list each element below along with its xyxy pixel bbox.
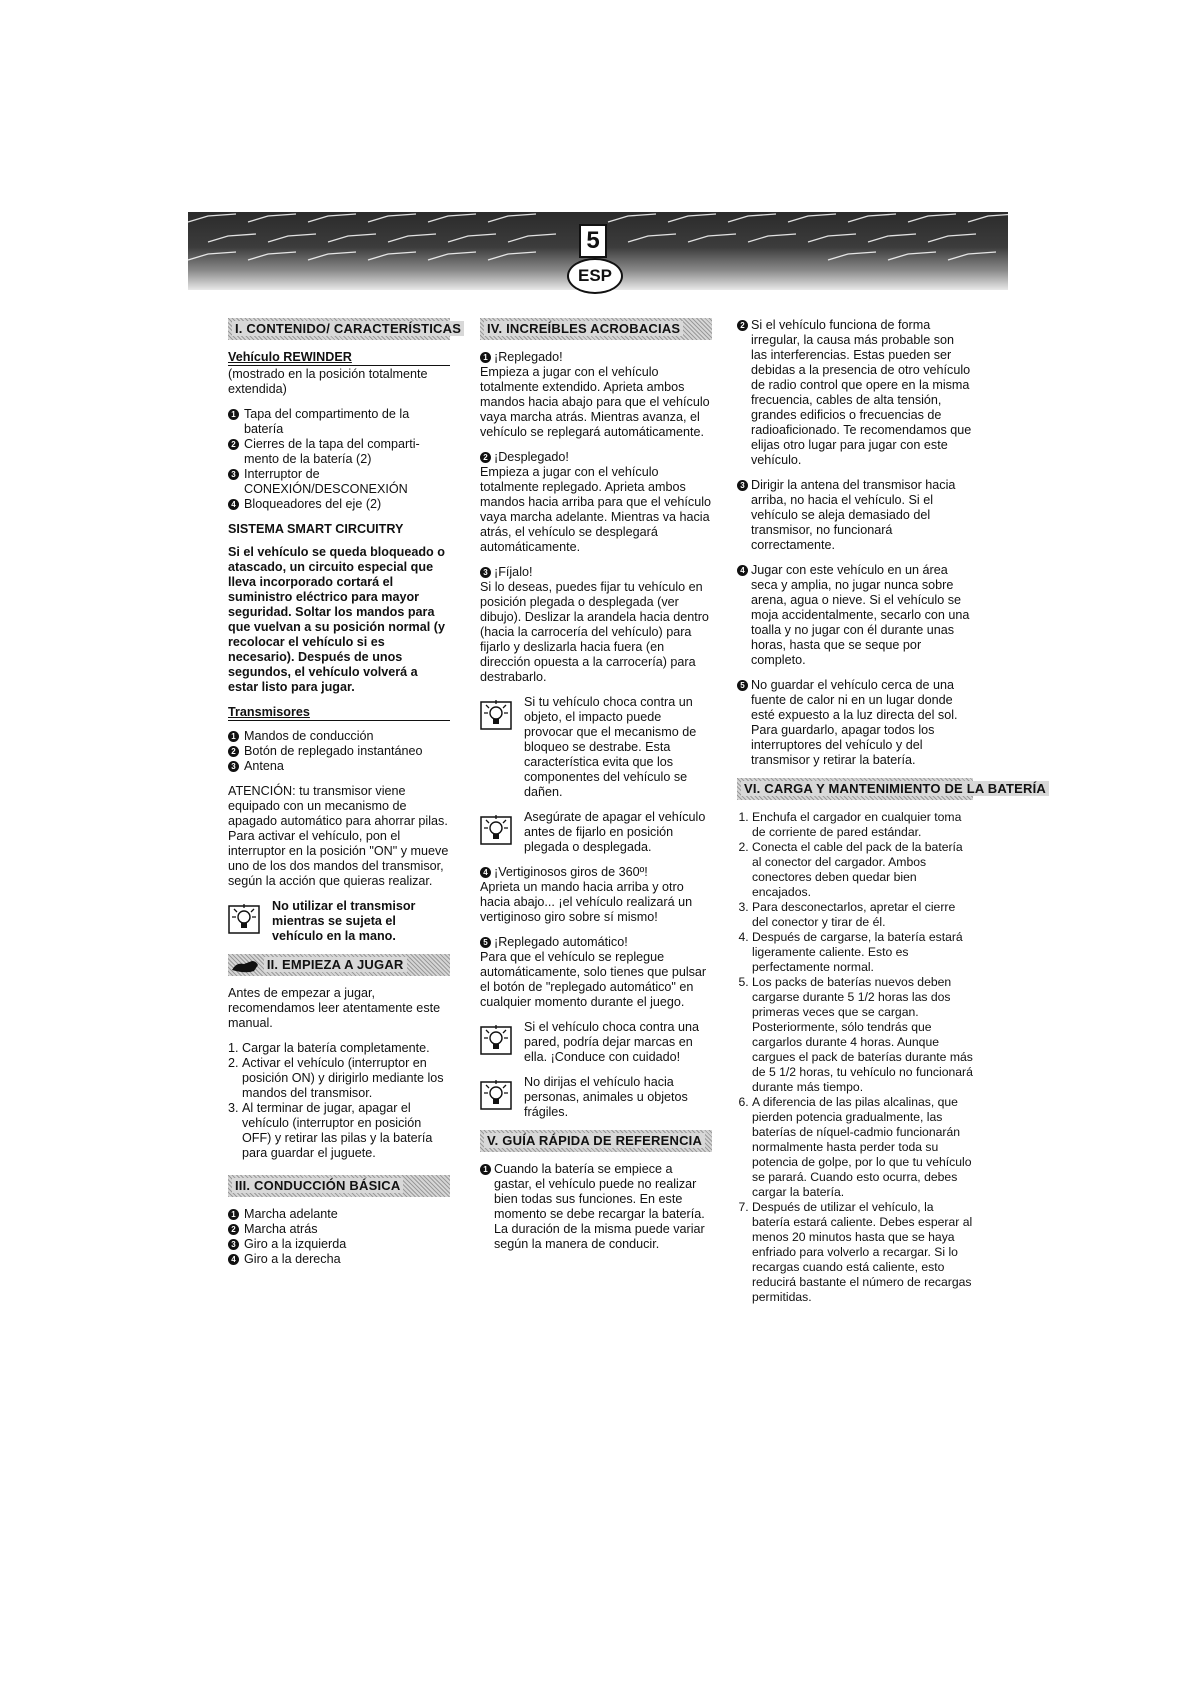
tip-text: Si el vehículo choca contra una pared, podría dejar marcas en ella. ¡Conduce con cuidado!: [524, 1020, 700, 1064]
stunt-text: Para que el vehículo se replegue automáticamente, solo tienes que pulsar el botón de "replegado automático" en cualquier momento durante el juego.: [480, 950, 707, 1009]
stunt-title: ¡Fíjalo!: [494, 565, 533, 579]
list-item: 2 Marcha atrás: [228, 1222, 450, 1237]
section-5-heading: V. GUÍA RÁPIDA DE REFERENCIA: [480, 1130, 712, 1152]
section-2-heading: II. EMPIEZA A JUGAR: [228, 954, 450, 976]
list-item: 1 Tapa del compartimento de la batería: [228, 407, 450, 437]
divider: [228, 720, 450, 721]
list-item: 2 Botón de replegado instantáneo: [228, 744, 450, 759]
vehicle-parts-list: [228, 407, 450, 512]
section-2-steps: [228, 1041, 450, 1161]
tip-text: No dirijas el vehículo hacia personas, animales u objetos frágiles.: [524, 1075, 688, 1119]
transmitter-parts-list: [228, 729, 450, 774]
list-item: 1 Mandos de conducción: [228, 729, 450, 744]
smart-circuitry-text: Si el vehículo se queda bloqueado o atascado, un circuito especial que lleva incorporado cortará el suministro eléctrico para mayor seguridad. Soltar los mandos para que vuelvan a su posición normal (y recolocar el vehículo si es necesario). Después de unos segundos, el vehículo volverá a estar listo para jugar.: [228, 545, 445, 694]
list-item: 1 Marcha adelante: [228, 1207, 450, 1222]
smart-circuitry-title: SISTEMA SMART CIRCUITRY: [228, 522, 404, 536]
list-item: 7. Después de utilizar el vehículo, la batería estará caliente. Debes esperar al menos 20 minutos hasta que se haya enfriado para volverlo a recargar. Si lo recargas cuando está caliente, esto reducirá bastante el número de recargas permitidas.: [752, 1200, 973, 1305]
stunt-text: Empieza a jugar con el vehículo totalmente extendido. Aprieta ambos mandos hacia abajo para que el vehículo vaya marcha atrás. Mientras avanza, el vehículo se replegará automáticamente.: [480, 365, 710, 439]
stunt-fijalo: 3 ¡Fíjalo!: [480, 565, 712, 580]
stunt-text: Si lo deseas, puedes fijar tu vehículo en posición plegada o desplegada (ver dibujo). Deslizar la arandela hacia dentro (hacia la carrocería del vehículo) para fijarlo y deslizarla hacia fuera (en dirección opuesta a la carrocería) para destrabarlo.: [480, 580, 709, 684]
list-item: 2. Activar el vehículo (interruptor en posición ON) y dirigirlo mediante los mandos del transmisor.: [242, 1056, 450, 1101]
lightbulb-icon: [480, 1077, 514, 1111]
quick-guide-item: 5 No guardar el vehículo cerca de una fuente de calor ni en un lugar donde esté expuesto a la luz directa del sol. Para guardarlo, apagar todos los interruptores del vehículo y del transmisor y retirar la batería.: [737, 678, 973, 768]
quick-guide-item: 1 Cuando la batería se empiece a gastar, el vehículo puede no realizar bien todas sus funciones. En este momento se debe recargar la batería. La duración de la misma puede variar según la manera de conducir.: [480, 1162, 712, 1252]
vehicle-title: Vehículo REWINDER: [228, 350, 352, 364]
list-item: 2 Cierres de la tapa del comparti- mento de la batería (2): [228, 437, 450, 467]
hand-controller-icon: [230, 958, 260, 974]
driving-list: [228, 1207, 450, 1267]
section-6-heading: VI. CARGA Y MANTENIMIENTO DE LA BATERÍA: [737, 778, 973, 800]
attention-note: ATENCIÓN: tu transmisor viene equipado con un mecanismo de apagado automático para ahorrar pilas. Para activar el vehículo, pon el interruptor en la posición "ON" y mueve uno de los dos mandos del transmisor, según la acción que quieras realizar.: [228, 784, 449, 888]
section-4-heading: IV. INCREÍBLES ACROBACIAS: [480, 318, 712, 340]
tip-text: Si tu vehículo choca contra un objeto, el impacto puede provocar que el mecanismo de bloqueo se destrabe. Esta característica evita que los componentes del vehículo se dañen.: [524, 695, 697, 799]
section-3-heading: III. CONDUCCIÓN BÁSICA: [228, 1175, 450, 1197]
tip-box: [480, 1020, 712, 1065]
list-item: 5. Los packs de baterías nuevos deben cargarse durante 5 1/2 horas las dos primeras veces que se cargan. Posteriormente, sólo tendrás que cargarlos durante 4 horas. Aunque cargues el pack de baterías durante más de 5 1/2 horas, tu vehículo no funcionará durante más tiempo.: [752, 975, 973, 1095]
quick-guide-item: 2 Si el vehículo funciona de forma irregular, la causa más probable son las interferencias. Estas pueden ser debidas a la presencia de otro vehículo de radio control que opere en la misma frecuencia, cables de alta tensión, grandes edificios o frecuencias de radioaficionado. Te recomendamos que elijas otro lugar para jugar con este vehículo.: [737, 318, 973, 468]
tip-box: [480, 695, 712, 800]
list-item: 3. Para desconectarlos, apretar el cierre del conector y tirar de él.: [752, 900, 973, 930]
column-3: [737, 318, 1047, 1315]
page-number: 5: [579, 224, 607, 258]
stunt-auto: 5 ¡Replegado automático!: [480, 935, 712, 950]
list-item: 3 Interruptor de CONEXIÓN/DESCONEXIÓN: [228, 467, 450, 497]
tip-box: [228, 899, 450, 944]
list-item: 1. Cargar la batería completamente.: [242, 1041, 450, 1056]
lightbulb-icon: [480, 812, 514, 846]
list-item: 3 Giro a la izquierda: [228, 1237, 450, 1252]
stunt-replegado: 1 ¡Replegado!: [480, 350, 712, 365]
vehicle-subtitle: (mostrado en la posición totalmente extendida): [228, 367, 428, 396]
stunt-title: ¡Vertiginosos giros de 360º!: [494, 865, 648, 879]
lightbulb-icon: [228, 901, 262, 935]
section-2-intro: Antes de empezar a jugar, recomendamos leer atentamente este manual.: [228, 986, 441, 1030]
stunt-text: Empieza a jugar con el vehículo totalmente replegado. Aprieta ambos mandos hacia arriba para que el vehículo vaya marcha adelante. Mientras va hacia atrás, el vehículo se desplegará automáticamente.: [480, 465, 712, 554]
list-item: 3 Antena: [228, 759, 450, 774]
divider: [228, 365, 450, 366]
quick-guide-item: 4 Jugar con este vehículo en un área seca y amplia, no jugar nunca sobre arena, agua o nieve. Si el vehículo se moja accidentalmente, secarlo con una toalla y no jugar con él durante unas horas, hasta que se seque por completo.: [737, 563, 973, 668]
lightbulb-icon: [480, 697, 514, 731]
stunt-giros: 4 ¡Vertiginosos giros de 360º!: [480, 865, 712, 880]
battery-steps: [737, 810, 973, 1305]
list-item: 2. Conecta el cable del pack de la batería al conector del cargador. Ambos conectores deben quedar bien encajados.: [752, 840, 973, 900]
column-2: [480, 318, 712, 1262]
list-item: 1. Enchufa el cargador en cualquier toma de corriente de pared estándar.: [752, 810, 973, 840]
list-item: 4. Después de cargarse, la batería estará ligeramente caliente. Esto es perfectamente normal.: [752, 930, 973, 975]
tip-box: [480, 810, 712, 855]
tip-box: [480, 1075, 712, 1120]
list-item: 3. Al terminar de jugar, apagar el vehículo (interruptor en posición OFF) y retirar las pilas y la batería para guardar el juguete.: [242, 1101, 450, 1161]
stunt-title: ¡Replegado!: [494, 350, 563, 364]
column-1: [228, 318, 462, 1277]
tip-text: Asegúrate de apagar el vehículo antes de fijarlo en posición plegada o desplegada.: [524, 810, 706, 854]
language-badge: ESP: [567, 258, 623, 294]
stunt-title: ¡Desplegado!: [494, 450, 569, 464]
transmitters-title: Transmisores: [228, 705, 310, 719]
stunt-desplegado: 2 ¡Desplegado!: [480, 450, 712, 465]
list-item: 4 Bloqueadores del eje (2): [228, 497, 450, 512]
section-1-heading: I. CONTENIDO/ CARACTERÍSTICAS: [228, 318, 450, 340]
lightbulb-icon: [480, 1022, 514, 1056]
tip-text: No utilizar el transmisor mientras se sujeta el vehículo en la mano.: [272, 899, 416, 943]
stunt-text: Aprieta un mando hacia arriba y otro hacia abajo... ¡el vehículo realizará un vertiginoso giro sobre sí mismo!: [480, 880, 693, 924]
quick-guide-item: 3 Dirigir la antena del transmisor hacia arriba, no hacia el vehículo. Si el vehículo se aleja demasiado del transmisor, no funcionará correctamente.: [737, 478, 973, 553]
list-item: 4 Giro a la derecha: [228, 1252, 450, 1267]
stunt-title: ¡Replegado automático!: [494, 935, 628, 949]
list-item: 6. A diferencia de las pilas alcalinas, que pierden potencia gradualmente, las baterías de níquel-cadmio funcionarán normalmente hasta perder toda su potencia de golpe, por lo que tu vehículo se parará. Cuando esto ocurra, debes cargar la batería.: [752, 1095, 973, 1200]
